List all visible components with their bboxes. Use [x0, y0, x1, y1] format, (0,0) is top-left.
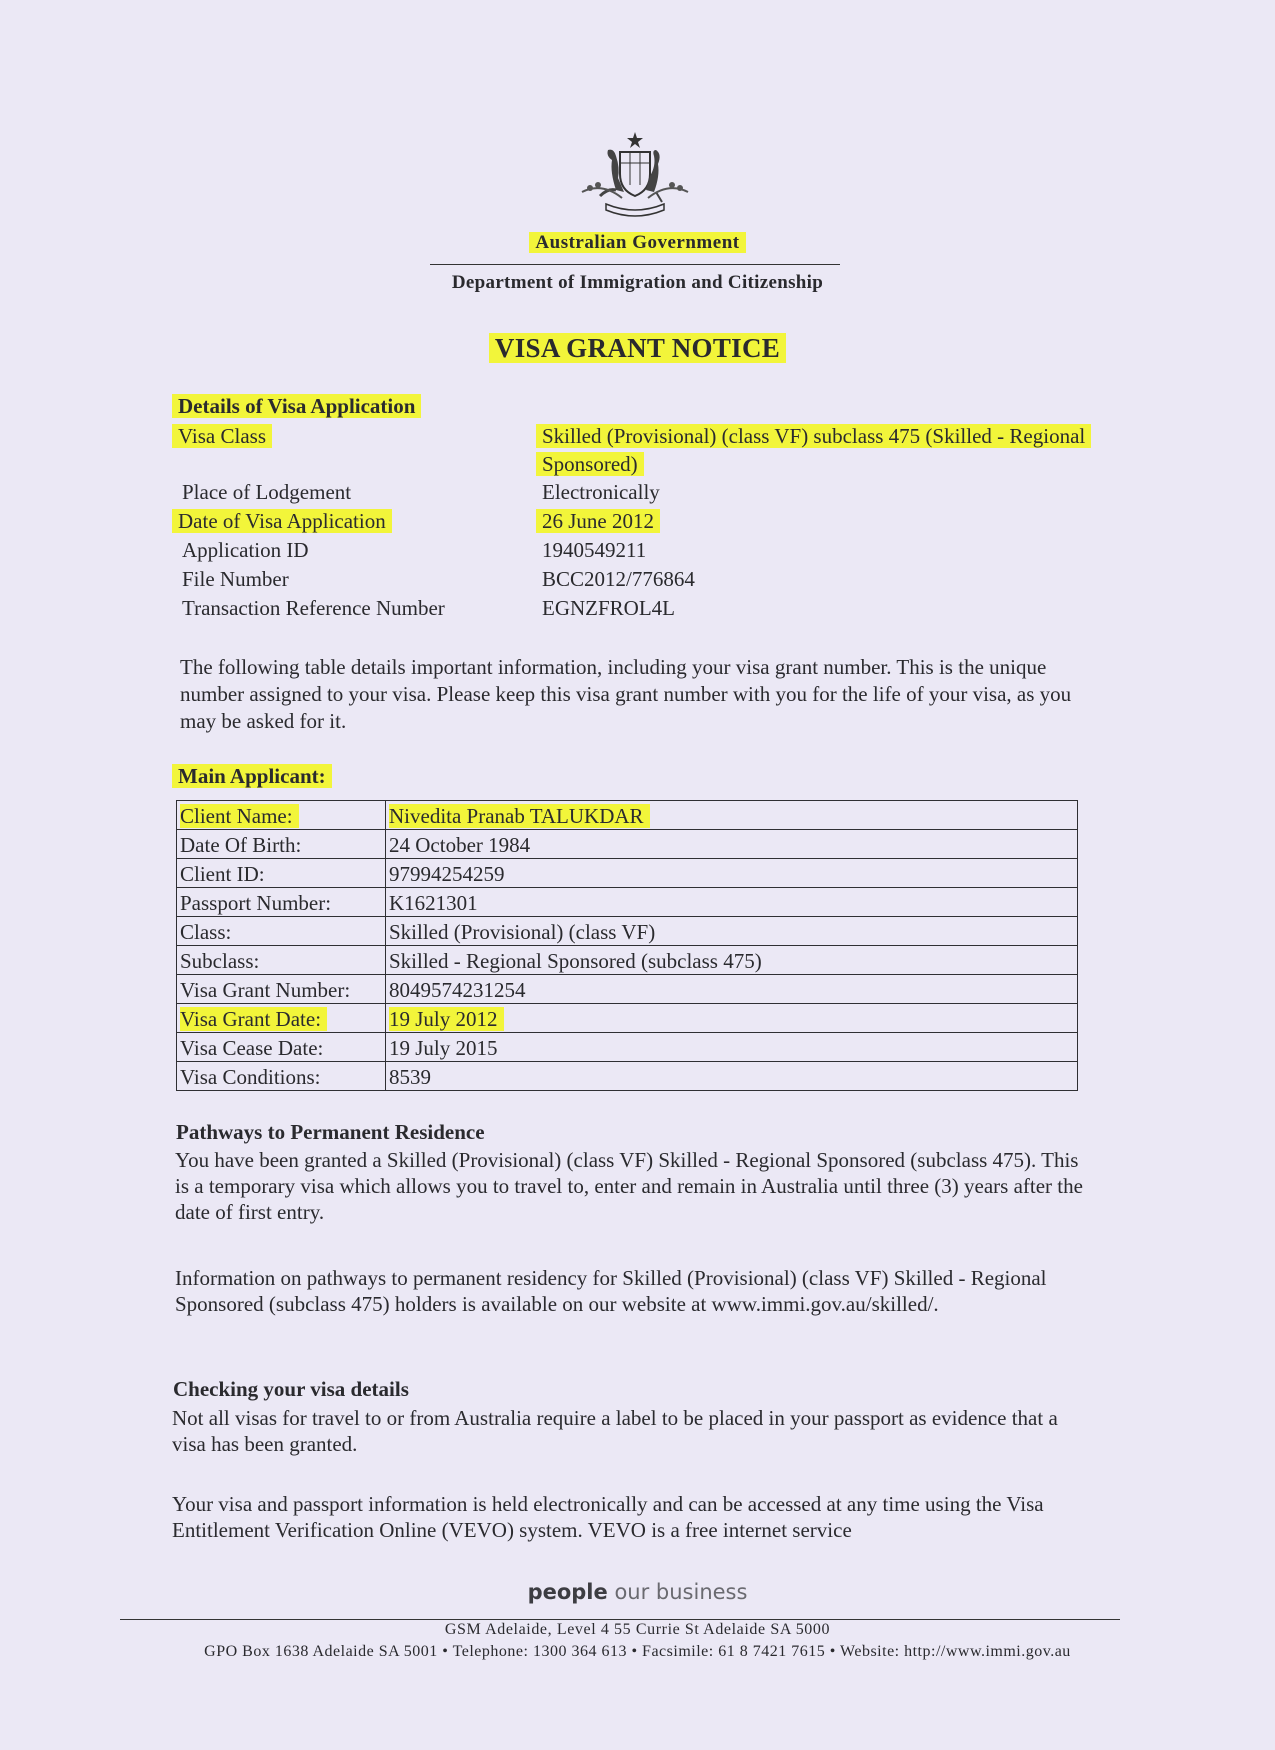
- pathways-paragraph-2: Information on pathways to permanent residency for Skilled (Provisional) (class VF) Skilled - Regional Sponsored (subclass 475) holders is available on our website at www.immi.gov.au/skilled/.: [175, 1266, 1047, 1316]
- pathways-heading: Pathways to Permanent Residence: [176, 1120, 485, 1144]
- table-row: [177, 917, 1078, 946]
- table-value: Skilled - Regional Sponsored (subclass 475): [386, 946, 1078, 975]
- table-row: [177, 1033, 1078, 1062]
- detail-label: Date of Visa Application: [172, 507, 542, 536]
- detail-value: Skilled (Provisional) (class VF) subclass 475 (Skilled - Regional Sponsored): [536, 422, 1092, 478]
- document-title: VISA GRANT NOTICE: [0, 333, 1275, 364]
- detail-value: Electronically: [542, 480, 660, 504]
- table-label: Client Name:: [177, 801, 386, 830]
- table-label: Client ID:: [177, 859, 386, 888]
- table-row: [177, 975, 1078, 1004]
- detail-value: 26 June 2012: [536, 507, 1092, 536]
- table-label: Class:: [177, 917, 386, 946]
- pathways-paragraph-1: You have been granted a Skilled (Provisional) (class VF) Skilled - Regional Sponsored (subclass 475). This is a temporary visa which allows you to travel to, enter and remain in Australia until three (3) years after the date of first entry.: [175, 1148, 1083, 1224]
- table-value: Skilled (Provisional) (class VF): [386, 917, 1078, 946]
- letterhead-divider: [430, 264, 840, 265]
- detail-label: File Number: [182, 567, 289, 591]
- table-row: [177, 830, 1078, 859]
- detail-row-date-of-application: [172, 507, 1092, 536]
- table-row: [177, 1004, 1078, 1033]
- detail-label: Application ID: [182, 538, 309, 562]
- table-value: 8049574231254: [386, 975, 1078, 1004]
- detail-row-place-of-lodgement: [172, 478, 1092, 507]
- intro-paragraph: The following table details important information, including your visa grant number. This is the unique number assigned to your visa. Please keep this visa grant number with you for the life of your visa, as you may be asked for it.: [180, 655, 1072, 733]
- table-row: [177, 1062, 1078, 1091]
- commonwealth-coat-of-arms-icon: [570, 130, 700, 225]
- footer-divider: [120, 1619, 1120, 1620]
- detail-label: Visa Class: [172, 422, 542, 478]
- table-row: [177, 946, 1078, 975]
- details-heading: Details of Visa Application: [172, 394, 421, 419]
- table-label: Date Of Birth:: [177, 830, 386, 859]
- checking-heading: Checking your visa details: [173, 1377, 409, 1401]
- department-name: Department of Immigration and Citizenship: [451, 272, 824, 293]
- table-row: [177, 888, 1078, 917]
- footer-address: GSM Adelaide, Level 4 55 Currie St Adelaide SA 5000: [444, 1621, 831, 1638]
- detail-label: Transaction Reference Number: [182, 596, 445, 620]
- detail-row-visa-class: [172, 422, 1092, 478]
- table-value: 19 July 2015: [386, 1033, 1078, 1062]
- detail-row-application-id: [172, 536, 1092, 565]
- checking-paragraph-2: Your visa and passport information is held electronically and can be accessed at any time using the Visa Entitlement Verification Online (VEVO) system. VEVO is a free internet service: [172, 1492, 1044, 1542]
- table-value: 97994254259: [386, 859, 1078, 888]
- table-value: Nivedita Pranab TALUKDAR: [386, 801, 1078, 830]
- detail-row-file-number: [172, 565, 1092, 594]
- main-applicant-heading: Main Applicant:: [172, 764, 332, 789]
- table-label: Visa Grant Number:: [177, 975, 386, 1004]
- detail-value: 1940549211: [542, 538, 647, 562]
- table-label: Visa Cease Date:: [177, 1033, 386, 1062]
- table-value: 19 July 2012: [386, 1004, 1078, 1033]
- detail-row-transaction-reference: [172, 594, 1092, 623]
- table-label: Subclass:: [177, 946, 386, 975]
- table-label: Visa Conditions:: [177, 1062, 386, 1091]
- checking-paragraph-1: Not all visas for travel to or from Australia require a label to be placed in your passport as evidence that a visa has been granted.: [172, 1406, 1058, 1456]
- table-row: [177, 801, 1078, 830]
- detail-value: BCC2012/776864: [542, 567, 695, 591]
- footer-slogan: people our business: [527, 1580, 748, 1604]
- table-label: Passport Number:: [177, 888, 386, 917]
- table-row: [177, 859, 1078, 888]
- table-value: K1621301: [386, 888, 1078, 917]
- table-value: 8539: [386, 1062, 1078, 1091]
- government-name: Australian Government: [0, 232, 1275, 254]
- detail-value: EGNZFROL4L: [542, 596, 675, 620]
- application-details: [172, 422, 1092, 623]
- detail-label: Place of Lodgement: [182, 480, 352, 504]
- footer-contact: GPO Box 1638 Adelaide SA 5001 • Telephone: 1300 364 613 • Facsimile: 61 8 7421 7615 • Website: http://www.immi.gov.au: [204, 1643, 1071, 1660]
- table-value: 24 October 1984: [386, 830, 1078, 859]
- table-label: Visa Grant Date:: [177, 1004, 386, 1033]
- main-applicant-table: [176, 800, 1078, 1091]
